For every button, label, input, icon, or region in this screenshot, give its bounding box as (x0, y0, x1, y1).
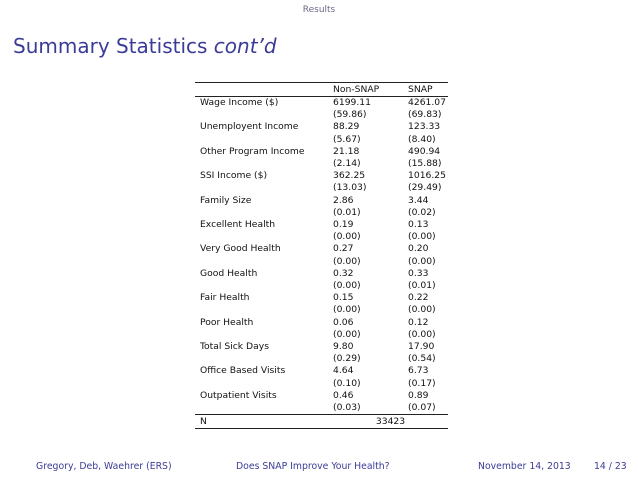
non-snap-standard-error: (0.00) (333, 231, 361, 243)
non-snap-standard-error: (0.29) (333, 353, 361, 365)
row-label: Office Based Visits (200, 365, 286, 377)
snap-standard-error: (8.40) (408, 133, 436, 145)
slide-title-main: Summary Statistics (13, 34, 214, 58)
row-label-empty (195, 158, 328, 170)
table-header-row (195, 83, 448, 97)
table-footer-row (195, 415, 448, 429)
non-snap-value: 0.32 (333, 267, 354, 279)
non-snap-standard-error: (0.10) (333, 377, 361, 389)
row-label: Very Good Health (200, 243, 281, 255)
row-label-empty (195, 134, 328, 146)
row-label-empty (195, 256, 328, 268)
row-label: Outpatient Visits (200, 389, 277, 401)
table-row-standard-error (195, 280, 448, 292)
non-snap-value: 362.25 (333, 170, 366, 182)
row-label-empty (195, 231, 328, 243)
non-snap-standard-error: (0.00) (333, 280, 361, 292)
column-header-non-snap: Non-SNAP (333, 84, 380, 95)
table-row (195, 121, 448, 133)
snap-standard-error: (0.17) (408, 377, 436, 389)
snap-standard-error: (0.07) (408, 402, 436, 414)
table-row-standard-error (195, 402, 448, 415)
non-snap-value: 0.06 (333, 316, 354, 328)
row-label-empty (195, 207, 328, 219)
table-body (195, 97, 448, 415)
slide-footer (0, 461, 638, 477)
table-row (195, 195, 448, 207)
table-row (195, 170, 448, 182)
table-row-standard-error (195, 378, 448, 390)
table-row-standard-error (195, 256, 448, 268)
non-snap-value: 0.46 (333, 389, 354, 401)
snap-value: 3.44 (408, 194, 429, 206)
table-row-standard-error (195, 109, 448, 121)
snap-standard-error: (69.83) (408, 109, 442, 121)
snap-value: 0.33 (408, 267, 429, 279)
table-row-standard-error (195, 231, 448, 243)
slide-title-emphasis: cont’d (213, 34, 277, 58)
snap-value: 123.33 (408, 121, 441, 133)
non-snap-value: 9.80 (333, 341, 354, 353)
n-value: 33423 (375, 416, 406, 428)
snap-value: 0.13 (408, 219, 429, 231)
snap-standard-error: (29.49) (408, 182, 442, 194)
snap-value: 490.94 (408, 145, 441, 157)
table-row-standard-error (195, 304, 448, 316)
snap-standard-error: (0.54) (408, 353, 436, 365)
table-row (195, 243, 448, 255)
row-label: Wage Income ($) (200, 97, 279, 108)
snap-standard-error: (0.00) (408, 231, 436, 243)
table-row-standard-error (195, 182, 448, 194)
non-snap-value: 2.86 (333, 194, 354, 206)
row-label: Good Health (200, 267, 258, 279)
row-label: Poor Health (200, 316, 254, 328)
section-nav[interactable]: Results (302, 5, 336, 15)
table-row-standard-error (195, 134, 448, 146)
table-row (195, 219, 448, 231)
snap-standard-error: (0.00) (408, 328, 436, 340)
footer-date: November 14, 2013 (478, 461, 571, 472)
non-snap-value: 6199.11 (333, 97, 371, 108)
non-snap-standard-error: (0.00) (333, 255, 361, 267)
non-snap-standard-error: (5.67) (333, 133, 361, 145)
row-label: Total Sick Days (200, 341, 269, 353)
n-label: N (200, 416, 207, 428)
row-label: Family Size (200, 194, 252, 206)
snap-standard-error: (0.01) (408, 280, 436, 292)
table-row (195, 341, 448, 353)
snap-standard-error: (0.00) (408, 255, 436, 267)
non-snap-value: 0.15 (333, 292, 354, 304)
non-snap-standard-error: (0.03) (333, 402, 361, 414)
row-label-empty (195, 329, 328, 341)
non-snap-value: 21.18 (333, 145, 360, 157)
table-row-standard-error (195, 353, 448, 365)
non-snap-value: 0.19 (333, 219, 354, 231)
non-snap-standard-error: (59.86) (333, 109, 367, 121)
row-label: SSI Income ($) (200, 170, 268, 182)
row-label-empty (195, 378, 328, 390)
row-label: Other Program Income (200, 145, 305, 157)
snap-value: 0.22 (408, 292, 429, 304)
header-empty-cell (195, 83, 328, 97)
row-label: Fair Health (200, 292, 250, 304)
snap-standard-error: (0.00) (408, 304, 436, 316)
non-snap-standard-error: (0.01) (333, 206, 361, 218)
non-snap-standard-error: (0.00) (333, 328, 361, 340)
snap-value: 17.90 (408, 341, 435, 353)
row-label-empty (195, 182, 328, 194)
non-snap-standard-error: (13.03) (333, 182, 367, 194)
non-snap-value: 88.29 (333, 121, 360, 133)
snap-value: 0.12 (408, 316, 429, 328)
snap-value: 0.89 (408, 389, 429, 401)
row-label-empty (195, 304, 328, 316)
table-row-standard-error (195, 329, 448, 341)
row-label-empty (195, 280, 328, 292)
row-label-empty (195, 353, 328, 365)
table-row (195, 268, 448, 280)
snap-value: 6.73 (408, 365, 429, 377)
table-row (195, 97, 448, 110)
table-row-standard-error (195, 207, 448, 219)
slide-title (13, 34, 277, 58)
footer-page-number: 14 / 23 (594, 461, 627, 472)
column-header-snap: SNAP (408, 84, 433, 95)
row-label-empty (195, 402, 328, 415)
non-snap-value: 0.27 (333, 243, 354, 255)
summary-statistics-table (195, 82, 448, 429)
table-row (195, 317, 448, 329)
snap-value: 4261.07 (408, 97, 446, 108)
table-row (195, 146, 448, 158)
table-row (195, 365, 448, 377)
table-row (195, 390, 448, 402)
row-label-empty (195, 109, 328, 121)
snap-standard-error: (0.02) (408, 206, 436, 218)
non-snap-standard-error: (0.00) (333, 304, 361, 316)
snap-value: 1016.25 (408, 170, 446, 182)
footer-talk-title: Does SNAP Improve Your Health? (236, 461, 390, 472)
table-row (195, 292, 448, 304)
snap-standard-error: (15.88) (408, 158, 442, 170)
footer-authors: Gregory, Deb, Waehrer (ERS) (36, 461, 172, 472)
row-label: Unemployent Income (200, 121, 299, 133)
non-snap-value: 4.64 (333, 365, 354, 377)
non-snap-standard-error: (2.14) (333, 158, 361, 170)
row-label: Excellent Health (200, 219, 276, 231)
table-row-standard-error (195, 158, 448, 170)
snap-value: 0.20 (408, 243, 429, 255)
